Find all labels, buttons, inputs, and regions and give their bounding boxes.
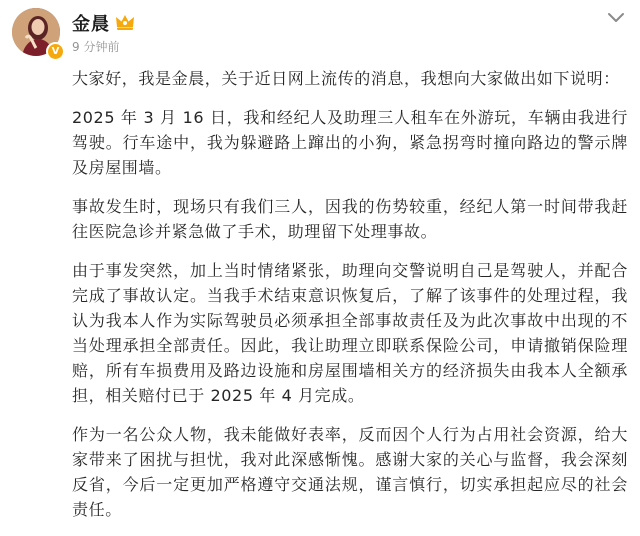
chevron-down-icon bbox=[607, 12, 625, 24]
post-paragraph: 2025 年 3 月 16 日，我和经纪人及助理三人租车在外游玩，车辆由我进行驾驶。行车途中，我为躲避路上蹿出的小狗，紧急拐弯时撞向路边的警示牌及房屋围墙。 bbox=[72, 108, 628, 177]
more-button[interactable] bbox=[606, 8, 626, 28]
author-name[interactable]: 金晨 bbox=[72, 14, 110, 35]
verified-badge: V bbox=[46, 42, 65, 61]
post-paragraph: 事故发生时，现场只有我们三人，因我的伤势较重，经纪人第一时间带我赶往医院急诊并紧急做了手术，助理留下处理事故。 bbox=[72, 197, 628, 241]
post-body bbox=[72, 66, 628, 536]
post-paragraph: 由于事发突然，加上当时情绪紧张，助理向交警说明自己是驾驶人，并配合完成了事故认定。当我手术结束意识恢复后，了解了该事件的处理过程，我认为我本人作为实际驾驶员必须承担全部事故责任及为此次事故中出现的不当处理承担全部责任。因此，我让助理立即联系保险公司，申请撤销保险理赔，所有车损费用及路边设施和房屋围墙相关方的经济损失由我本人全额承担，相关赔付已于 2025 年 4 月完成。 bbox=[72, 261, 628, 405]
post-paragraph: 作为一名公众人物，我未能做好表率，反而因个人行为占用社会资源，给大家带来了困扰与担忧，我对此深感惭愧。感谢大家的关心与监督，我会深刻反省，今后一定更加严格遵守交通法规，谨言慎行，切实承担起应尽的社会责任。 bbox=[72, 425, 628, 519]
post-header bbox=[0, 0, 640, 62]
post-paragraph: 大家好，我是金晨，关于近日网上流传的消息，我想向大家做出如下说明： bbox=[72, 69, 620, 88]
post-time: 9 分钟前 bbox=[72, 40, 120, 54]
crown-icon[interactable] bbox=[114, 12, 136, 32]
